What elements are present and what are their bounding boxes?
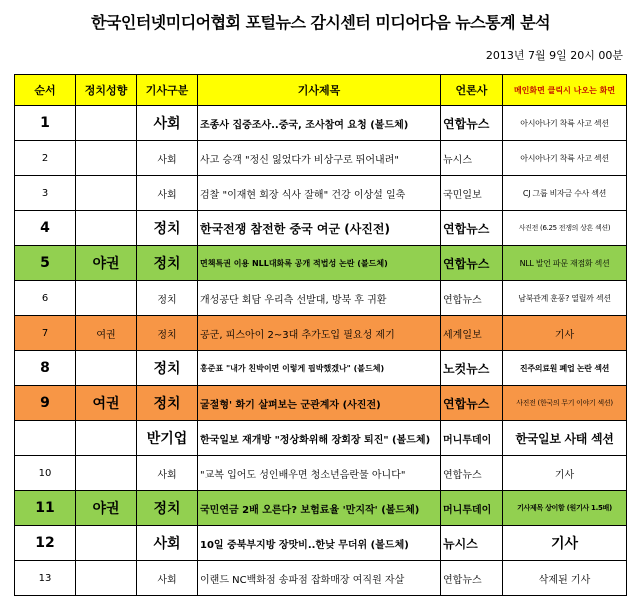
cell-leaning	[76, 281, 137, 316]
cell-category: 정치	[137, 211, 198, 246]
cell-headline: "교복 입어도 성인배우면 청소년음란물 아니다"	[198, 456, 441, 491]
cell-press: 연합뉴스	[441, 281, 503, 316]
cell-leaning	[76, 176, 137, 211]
cell-location: 기사	[503, 316, 627, 351]
cell-leaning: 여권	[76, 316, 137, 351]
cell-leaning	[76, 456, 137, 491]
cell-rank: 4	[15, 211, 76, 246]
cell-category: 사회	[137, 561, 198, 596]
cell-leaning	[76, 421, 137, 456]
table-row	[15, 281, 627, 316]
table-row	[15, 106, 627, 141]
table-header-row	[15, 75, 627, 106]
header-rank: 순서	[15, 75, 76, 106]
cell-leaning	[76, 211, 137, 246]
cell-headline: 사고 승객 "정신 잃었다가 비상구로 뛰어내려"	[198, 141, 441, 176]
cell-headline: 굴절형' 화기 살펴보는 군관계자 (사진전)	[198, 386, 441, 421]
cell-location: CJ 그룹 비자금 수사 섹션	[503, 176, 627, 211]
cell-press: 연합뉴스	[441, 106, 503, 141]
table-row	[15, 351, 627, 386]
cell-rank: 5	[15, 246, 76, 281]
cell-category: 사회	[137, 176, 198, 211]
cell-press: 연합뉴스	[441, 386, 503, 421]
cell-category: 정치	[137, 386, 198, 421]
cell-leaning: 야권	[76, 246, 137, 281]
cell-location: 사진전 (6.25 전쟁의 상흔 섹션)	[503, 211, 627, 246]
cell-category: 사회	[137, 456, 198, 491]
table-row	[15, 561, 627, 596]
cell-category: 반기업	[137, 421, 198, 456]
cell-category: 사회	[137, 526, 198, 561]
cell-rank	[15, 421, 76, 456]
cell-category: 사회	[137, 106, 198, 141]
table-row	[15, 141, 627, 176]
table-row	[15, 421, 627, 456]
cell-rank: 3	[15, 176, 76, 211]
cell-leaning	[76, 561, 137, 596]
cell-location: 기사	[503, 526, 627, 561]
cell-rank: 9	[15, 386, 76, 421]
page-title: 한국인터넷미디어협회 포털뉴스 감시센터 미디어다음 뉴스통계 분석	[90, 13, 551, 32]
cell-rank: 2	[15, 141, 76, 176]
cell-location: 아시아나기 착륙 사고 섹션	[503, 106, 627, 141]
cell-rank: 6	[15, 281, 76, 316]
cell-location: 사진전 (한국의 무기 이야기 섹션)	[503, 386, 627, 421]
cell-rank: 10	[15, 456, 76, 491]
cell-headline: 국민연금 2배 오른다? 보험료율 '만지작' (볼드체)	[198, 491, 441, 526]
cell-press: 세계일보	[441, 316, 503, 351]
cell-press: 노컷뉴스	[441, 351, 503, 386]
cell-location: 한국일보 사태 섹션	[503, 421, 627, 456]
table-row	[15, 491, 627, 526]
cell-category: 정치	[137, 351, 198, 386]
cell-headline: 면책특권 이용 NLL대화록 공개 적법성 논란 (볼드체)	[198, 246, 441, 281]
cell-headline: 한국전쟁 참전한 중국 여군 (사진전)	[198, 211, 441, 246]
cell-location: NLL 발언 파문 재점화 섹션	[503, 246, 627, 281]
cell-press: 국민일보	[441, 176, 503, 211]
table-row	[15, 246, 627, 281]
cell-location: 기사제목 상이함 (원기사 1.5배)	[503, 491, 627, 526]
table-row	[15, 526, 627, 561]
cell-press: 뉴시스	[441, 141, 503, 176]
cell-headline: 조종사 집중조사..중국, 조사참여 요청 (볼드체)	[198, 106, 441, 141]
cell-headline: 홍준표 "내가 친박이면 이렇게 핍박했겠나" (볼드체)	[198, 351, 441, 386]
cell-leaning: 야권	[76, 491, 137, 526]
cell-category: 정치	[137, 281, 198, 316]
header-location: 메인화면 클릭시 나오는 화면	[503, 75, 627, 106]
cell-rank: 7	[15, 316, 76, 351]
cell-headline: 공군, 피스아이 2~3대 추가도입 필요성 제기	[198, 316, 441, 351]
cell-press: 뉴시스	[441, 526, 503, 561]
cell-leaning	[76, 526, 137, 561]
cell-headline: 10일 중북부지방 장맛비..한낮 무더위 (볼드체)	[198, 526, 441, 561]
table-row	[15, 386, 627, 421]
cell-leaning	[76, 106, 137, 141]
cell-location: 남북관계 훈풍? 열릴까 섹션	[503, 281, 627, 316]
table-row	[15, 176, 627, 211]
cell-headline: 검찰 "이재현 회장 식사 잘해" 건강 이상설 일축	[198, 176, 441, 211]
cell-press: 연합뉴스	[441, 211, 503, 246]
cell-category: 정치	[137, 491, 198, 526]
cell-rank: 8	[15, 351, 76, 386]
header-press: 언론사	[441, 75, 503, 106]
cell-leaning	[76, 141, 137, 176]
cell-press: 연합뉴스	[441, 456, 503, 491]
header-leaning: 정치성향	[76, 75, 137, 106]
table-row	[15, 316, 627, 351]
header-category: 기사구분	[137, 75, 198, 106]
news-stats-table	[14, 74, 627, 596]
cell-category: 사회	[137, 141, 198, 176]
cell-press: 머니투데이	[441, 421, 503, 456]
cell-press: 연합뉴스	[441, 246, 503, 281]
table-row	[15, 211, 627, 246]
cell-leaning: 여권	[76, 386, 137, 421]
cell-rank: 11	[15, 491, 76, 526]
cell-category: 정치	[137, 316, 198, 351]
cell-headline: 한국일보 재개방 "정상화위해 장회장 퇴진" (볼드체)	[198, 421, 441, 456]
cell-location: 기사	[503, 456, 627, 491]
header-headline: 기사제목	[198, 75, 441, 106]
cell-rank: 12	[15, 526, 76, 561]
cell-press: 연합뉴스	[441, 561, 503, 596]
report-datetime: 2013년 7월 9일 20시 00분	[485, 49, 623, 62]
cell-headline: 이랜드 NC백화점 송파점 잡화매장 여직원 자살	[198, 561, 441, 596]
cell-rank: 13	[15, 561, 76, 596]
cell-location: 아시아나기 착륙 사고 섹션	[503, 141, 627, 176]
cell-leaning	[76, 351, 137, 386]
cell-rank: 1	[15, 106, 76, 141]
cell-headline: 개성공단 회담 우리측 선발대, 방북 후 귀환	[198, 281, 441, 316]
cell-press: 머니투데이	[441, 491, 503, 526]
cell-location: 삭제된 기사	[503, 561, 627, 596]
cell-category: 정치	[137, 246, 198, 281]
table-row	[15, 456, 627, 491]
cell-location: 진주의료원 폐업 논란 섹션	[503, 351, 627, 386]
